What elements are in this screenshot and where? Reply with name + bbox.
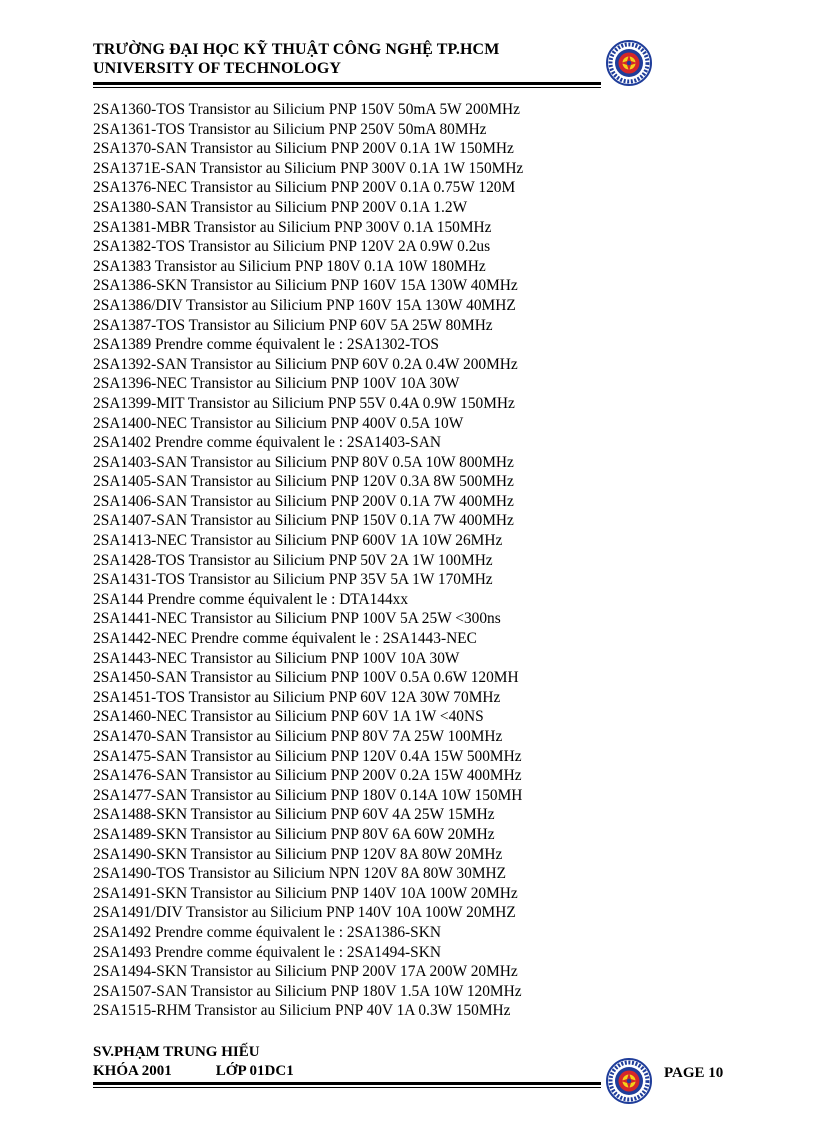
list-item: 2SA1443-NEC Transistor au Silicium PNP 100V 10A 30W [93,649,460,667]
list-item: 2SA1515-RHM Transistor au Silicium PNP 40V 1A 0.3W 150MHz [93,1002,511,1020]
list-item: 2SA1475-SAN Transistor au Silicium PNP 120V 0.4A 15W 500MHz [93,747,522,765]
footer-divider [93,1082,601,1088]
list-item: 2SA1490-SKN Transistor au Silicium PNP 120V 8A 80W 20MHz [93,845,503,863]
page-header [93,40,603,78]
list-item: 2SA1400-NEC Transistor au Silicium PNP 400V 0.5A 10W [93,414,464,432]
list-item: 2SA1493 Prendre comme équivalent le : 2SA1494-SKN [93,943,441,961]
list-item: 2SA1488-SKN Transistor au Silicium PNP 60V 4A 25W 15MHz [93,806,495,824]
lop-label: LỚP 01DC1 [215,1063,294,1079]
list-item: 2SA1477-SAN Transistor au Silicium PNP 180V 0.14A 10W 150MH [93,786,523,804]
transistor-list [93,100,613,1021]
list-item: 2SA1360-TOS Transistor au Silicium PNP 150V 50mA 5W 200MHz [93,101,520,118]
list-item: 2SA1476-SAN Transistor au Silicium PNP 200V 0.2A 15W 400MHz [93,767,522,785]
list-item: 2SA1492 Prendre comme équivalent le : 2SA1386-SKN [93,923,441,941]
list-item: 2SA1507-SAN Transistor au Silicium PNP 180V 1.5A 10W 120MHz [93,982,522,1000]
list-item: 2SA1387-TOS Transistor au Silicium PNP 60V 5A 25W 80MHz [93,316,493,334]
list-item: 2SA1489-SKN Transistor au Silicium PNP 80V 6A 60W 20MHz [93,825,495,843]
list-item: 2SA1442-NEC Prendre comme équivalent le : 2SA1443-NEC [93,630,477,648]
list-item: 2SA1370-SAN Transistor au Silicium PNP 200V 0.1A 1W 150MHz [93,140,514,158]
list-item: 2SA1407-SAN Transistor au Silicium PNP 150V 0.1A 7W 400MHz [93,512,514,530]
list-item: 2SA1441-NEC Transistor au Silicium PNP 100V 5A 25W <300ns [93,610,501,628]
university-seal-icon [606,1058,652,1104]
list-item: 2SA1491-SKN Transistor au Silicium PNP 140V 10A 100W 20MHz [93,884,518,902]
list-item: 2SA1389 Prendre comme équivalent le : 2SA1302-TOS [93,336,439,354]
list-item: 2SA1494-SKN Transistor au Silicium PNP 200V 17A 200W 20MHz [93,963,518,981]
list-item: 2SA1431-TOS Transistor au Silicium PNP 35V 5A 1W 170MHz [93,571,493,589]
list-item: 2SA1380-SAN Transistor au Silicium PNP 200V 0.1A 1.2W [93,198,468,216]
list-item: 2SA1403-SAN Transistor au Silicium PNP 80V 0.5A 10W 800MHz [93,453,514,471]
page-number: PAGE 10 [664,1065,724,1081]
list-item: 2SA1402 Prendre comme équivalent le : 2SA1403-SAN [93,434,441,452]
list-item: 2SA1386-SKN Transistor au Silicium PNP 160V 15A 130W 40MHz [93,277,518,295]
list-item: 2SA1381-MBR Transistor au Silicium PNP 300V 0.1A 150MHz [93,218,492,236]
list-item: 2SA1383 Transistor au Silicium PNP 180V 0.1A 10W 180MHz [93,257,486,275]
list-item: 2SA1451-TOS Transistor au Silicium PNP 60V 12A 30W 70MHz [93,688,501,706]
list-item: 2SA1406-SAN Transistor au Silicium PNP 200V 0.1A 7W 400MHz [93,492,514,510]
list-item: 2SA1382-TOS Transistor au Silicium PNP 120V 2A 0.9W 0.2us [93,238,491,256]
list-item: 2SA1428-TOS Transistor au Silicium PNP 50V 2A 1W 100MHz [93,551,493,569]
list-item: 2SA1396-NEC Transistor au Silicium PNP 100V 10A 30W [93,375,460,393]
list-item: 2SA1405-SAN Transistor au Silicium PNP 120V 0.3A 8W 500MHz [93,473,514,491]
list-item: 2SA1491/DIV Transistor au Silicium PNP 140V 10A 100W 20MHZ [93,904,516,922]
list-item: 2SA144 Prendre comme équivalent le : DTA144xx [93,590,409,608]
page-footer [93,1043,603,1081]
list-item: 2SA1413-NEC Transistor au Silicium PNP 600V 1A 10W 26MHz [93,532,503,550]
khoa-label: KHÓA 2001 [93,1063,172,1079]
list-item: 2SA1490-TOS Transistor au Silicium NPN 120V 8A 80W 30MHZ [93,865,507,883]
university-seal-icon [606,40,652,86]
course-info [93,1062,603,1081]
list-item: 2SA1392-SAN Transistor au Silicium PNP 60V 0.2A 0.4W 200MHz [93,355,518,373]
list-item: 2SA1450-SAN Transistor au Silicium PNP 100V 0.5A 0.6W 120MH [93,669,519,687]
list-item: 2SA1460-NEC Transistor au Silicium PNP 60V 1A 1W <40NS [93,708,484,726]
list-item: 2SA1470-SAN Transistor au Silicium PNP 80V 7A 25W 100MHz [93,728,503,745]
list-item: 2SA1386/DIV Transistor au Silicium PNP 160V 15A 130W 40MHZ [93,296,516,314]
list-item: 2SA1371E-SAN Transistor au Silicium PNP 300V 0.1A 1W 150MHz [93,159,524,177]
header-divider [93,82,601,88]
list-item: 2SA1399-MIT Transistor au Silicium PNP 55V 0.4A 0.9W 150MHz [93,394,515,412]
list-item: 2SA1361-TOS Transistor au Silicium PNP 250V 50mA 80MHz [93,120,487,138]
university-name-english: UNIVERSITY OF TECHNOLOGY [93,60,342,77]
university-name-vietnamese: TRƯỜNG ĐẠI HỌC KỸ THUẬT CÔNG NGHỆ TP.HCM [93,41,500,58]
student-name: SV.PHẠM TRUNG HIẾU [93,1044,260,1060]
list-item: 2SA1376-NEC Transistor au Silicium PNP 200V 0.1A 0.75W 120M [93,179,516,197]
